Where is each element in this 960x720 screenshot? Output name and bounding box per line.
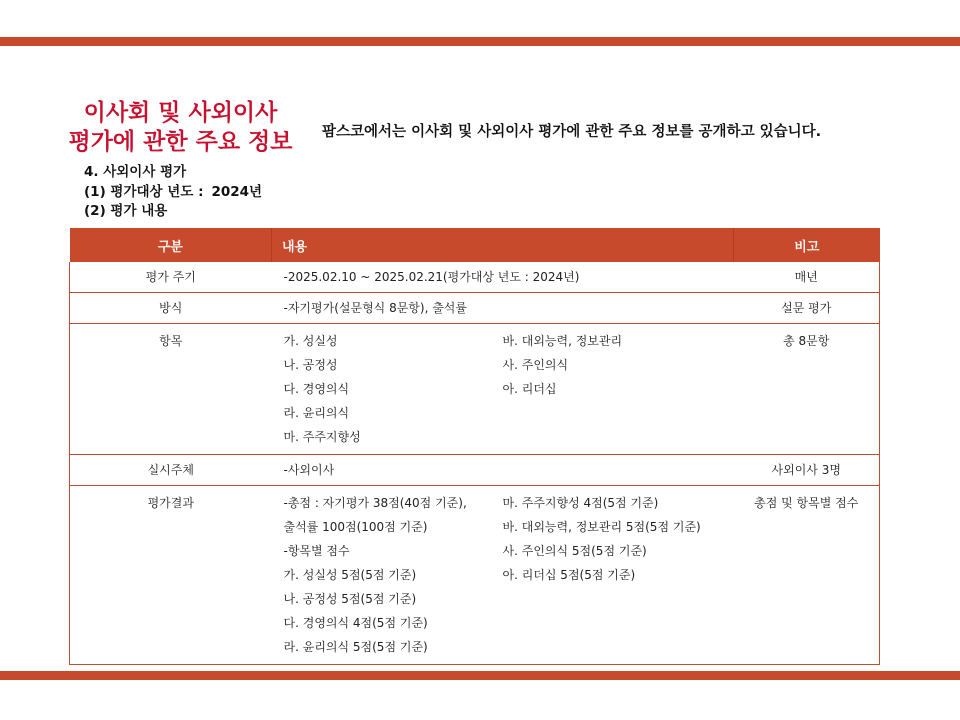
content-label: (2) 평가 내용	[84, 203, 168, 219]
content-line: 바. 대외능력, 정보관리 5점(5점 기준)	[502, 520, 701, 534]
content-line: 출석률 100점(100점 기준)	[283, 520, 428, 534]
table-row	[70, 324, 880, 455]
row-note: 사외이사 3명	[734, 455, 880, 486]
content-line: -사외이사	[283, 463, 335, 477]
row-category: 방식	[70, 293, 272, 324]
content-line: 나. 공정성	[283, 358, 338, 372]
year-line	[84, 183, 262, 203]
page-title	[48, 99, 313, 157]
table-row	[70, 486, 880, 665]
content-line: -항목별 점수	[283, 544, 350, 558]
row-content-left	[272, 324, 503, 455]
bottom-accent-bar	[0, 671, 960, 680]
row-category: 평가 주기	[70, 262, 272, 293]
row-category: 항목	[70, 324, 272, 455]
row-note: 매년	[734, 262, 880, 293]
content-line: -2025.02.10 ~ 2025.02.21(평가대상 년도 : 2024년)	[283, 270, 580, 284]
title-line-1: 이사회 및 사외이사	[83, 100, 278, 126]
row-category: 평가결과	[70, 486, 272, 665]
row-content-left	[272, 486, 503, 665]
content-line: 가. 성실성 5점(5점 기준)	[283, 568, 417, 582]
table-row	[70, 262, 880, 293]
content-line: 가. 성실성	[283, 334, 338, 348]
header-note: 비고	[734, 228, 880, 262]
table-header-row	[70, 228, 880, 262]
table-row	[70, 293, 880, 324]
content-line: 사. 주인의식 5점(5점 기준)	[502, 544, 647, 558]
title-line-2: 평가에 관한 주요 정보	[68, 129, 293, 155]
content-line: 마. 주주지향성 4점(5점 기준)	[502, 496, 659, 510]
section-info	[84, 163, 262, 222]
content-line: 마. 주주지향성	[283, 430, 361, 444]
row-content	[272, 262, 734, 293]
content-line: 사. 주인의식	[502, 358, 569, 372]
year-label: (1) 평가대상 년도 :	[84, 183, 204, 200]
content-line: -자기평가(설문형식 8문항), 출석률	[283, 301, 467, 315]
year-value: 2024년	[211, 183, 263, 200]
table-row	[70, 455, 880, 486]
row-note: 총 8문항	[734, 324, 880, 455]
content-line: -총점 : 자기평가 38점(40점 기준),	[283, 496, 467, 510]
row-note: 총점 및 항목별 점수	[734, 486, 880, 665]
content-line: 다. 경영의식	[283, 382, 350, 396]
header-category: 구분	[70, 228, 272, 262]
content-line: 라. 윤리의식 5점(5점 기준)	[283, 640, 428, 654]
row-content	[272, 455, 734, 486]
content-line: 아. 리더십	[502, 382, 557, 396]
row-content-right	[503, 324, 734, 455]
row-note: 설문 평가	[734, 293, 880, 324]
content-line: 다. 경영의식 4점(5점 기준)	[283, 616, 428, 630]
top-accent-bar	[0, 37, 960, 46]
page-subtitle: 팜스코에서는 이사회 및 사외이사 평가에 관한 주요 정보를 공개하고 있습니다.	[322, 124, 822, 140]
content-line: 나. 공정성 5점(5점 기준)	[283, 592, 417, 606]
content-line: 아. 리더십 5점(5점 기준)	[502, 568, 636, 582]
row-content-right	[503, 486, 734, 665]
content-line: 라. 윤리의식	[283, 406, 350, 420]
section-heading: 4. 사외이사 평가	[84, 164, 187, 180]
row-content	[272, 293, 734, 324]
header-content: 내용	[272, 228, 734, 262]
evaluation-table	[69, 228, 880, 665]
row-category: 실시주체	[70, 455, 272, 486]
content-line: 바. 대외능력, 정보관리	[502, 334, 623, 348]
